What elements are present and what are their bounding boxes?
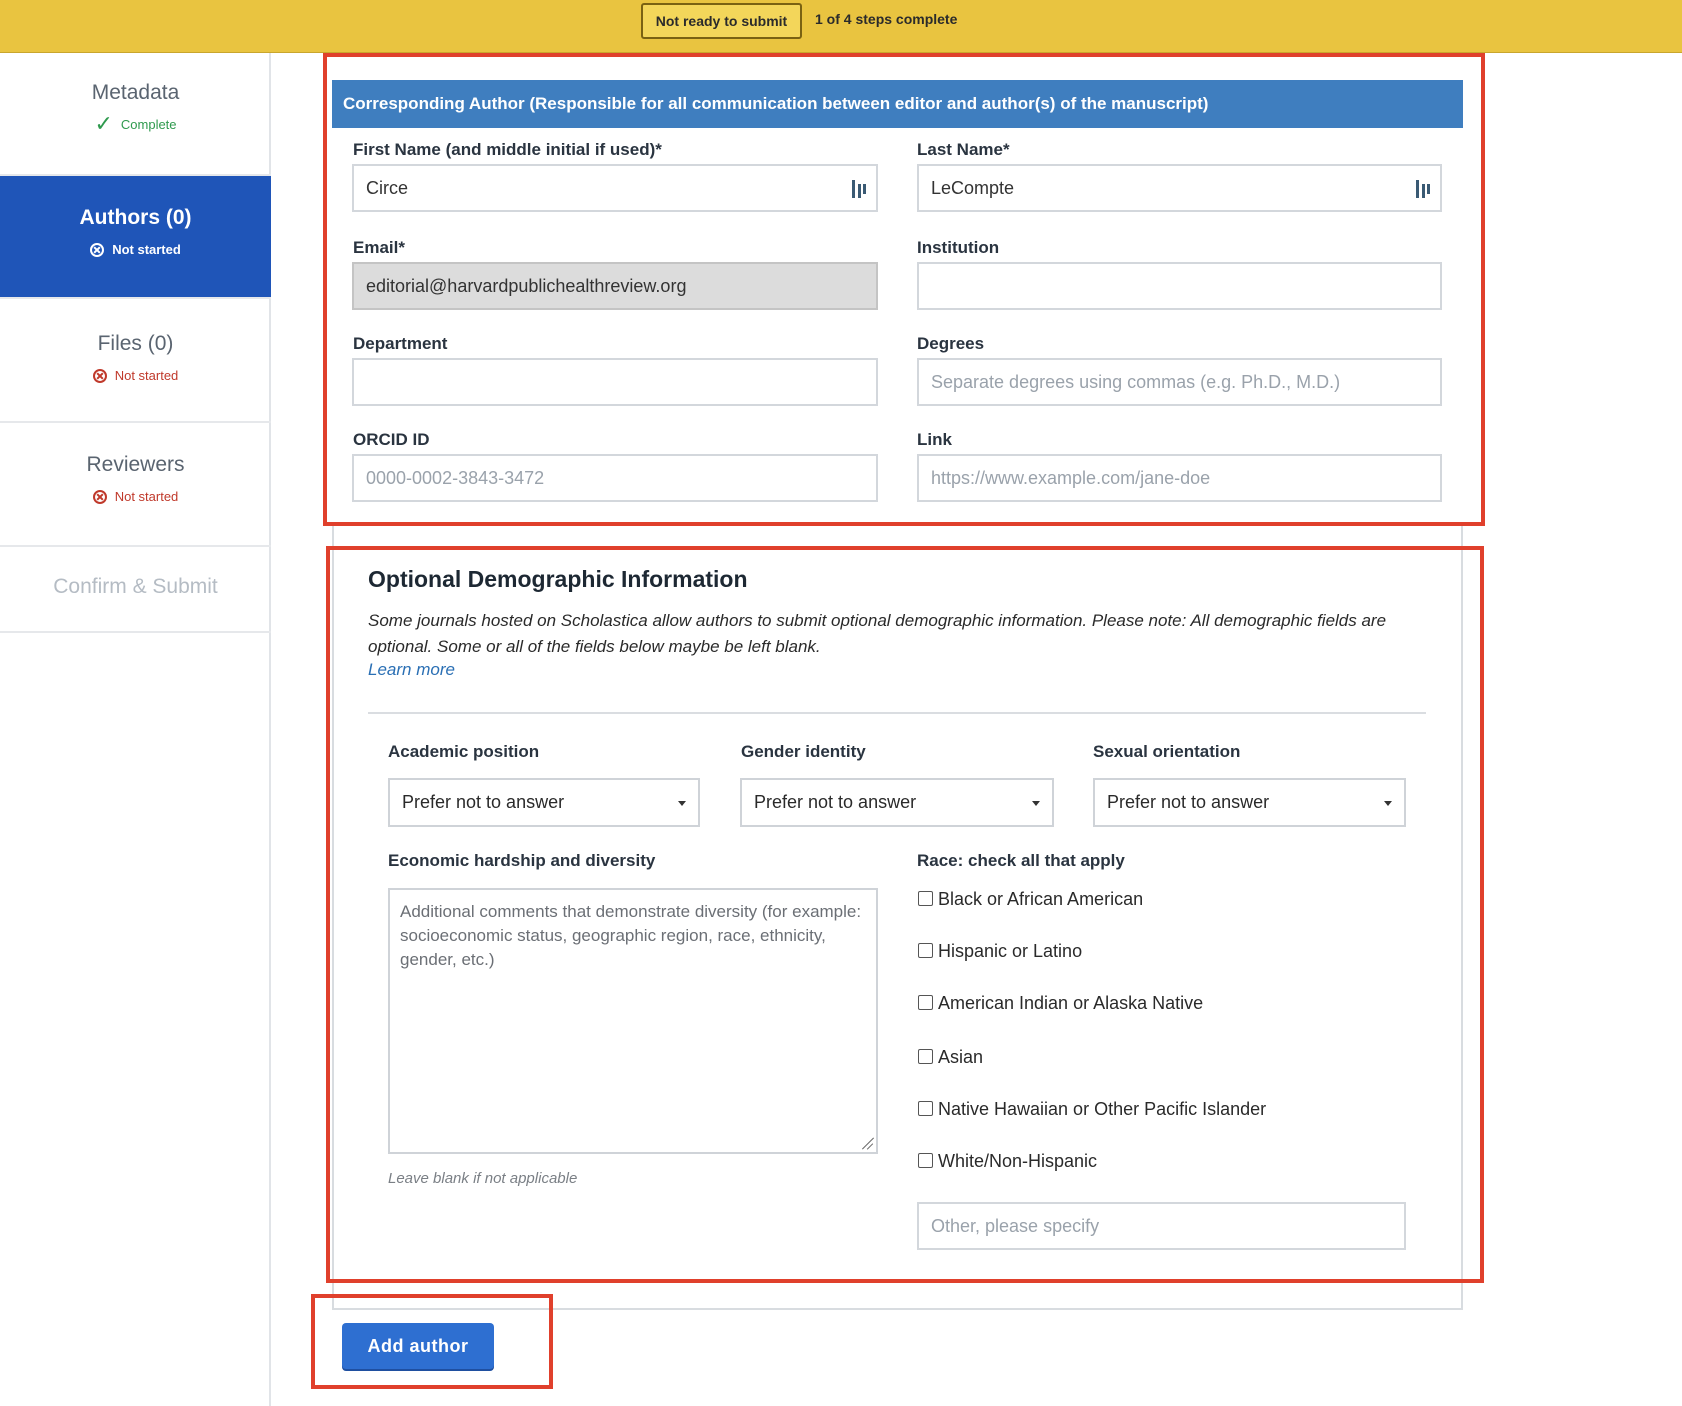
- sidebar-item-confirm-submit[interactable]: [0, 547, 271, 633]
- last-name-label: Last Name*: [917, 140, 1010, 159]
- economic-hardship-hint: Leave blank if not applicable: [388, 1170, 578, 1187]
- sidebar-item-authors[interactable]: [0, 176, 271, 299]
- textarea-placeholder: Additional comments that demonstrate diversity (for example: socioeconomic status, geographic region, race, ethnicity, gender, etc.): [400, 902, 862, 969]
- status-text: Not started: [112, 242, 181, 257]
- selected-value: Prefer not to answer: [754, 792, 917, 812]
- sidebar-nav: [0, 53, 271, 1406]
- first-name-label: First Name (and middle initial if used)*: [353, 140, 662, 159]
- sidebar-item-status: [0, 368, 271, 383]
- sidebar-item-label: Files (0): [97, 332, 174, 355]
- corresponding-author-header: Corresponding Author (Responsible for all communication between editor and author(s) of the manuscript): [332, 80, 1463, 128]
- highlight-box-demographics: [326, 546, 1484, 1283]
- checkbox-label: Black or African American: [938, 889, 1144, 909]
- sidebar-item-status: [0, 113, 271, 135]
- submit-status-badge: Not ready to submit: [641, 3, 802, 39]
- steps-progress-text: 1 of 4 steps complete: [815, 11, 958, 27]
- link-label: Link: [917, 430, 952, 449]
- add-author-button[interactable]: Add author: [342, 1323, 494, 1369]
- sidebar-item-status: [0, 242, 271, 257]
- gender-identity-label: Gender identity: [741, 742, 866, 761]
- status-bar: [0, 0, 1682, 53]
- economic-hardship-label: Economic hardship and diversity: [388, 851, 656, 870]
- status-text: Complete: [120, 116, 177, 132]
- sidebar-item-metadata[interactable]: [0, 53, 271, 176]
- highlight-box-author-fields: [323, 53, 1485, 526]
- x-circle-icon: [93, 369, 107, 383]
- checkbox-label: American Indian or Alaska Native: [938, 993, 1204, 1013]
- demographics-description: Some journals hosted on Scholastica allow authors to submit optional demographic information. Please note: All demographic fields are optional. Some or all of the fields below maybe be left blank.: [368, 611, 1387, 656]
- email-field[interactable]: editorial@harvardpublichealthreview.org: [352, 262, 878, 310]
- sidebar-item-label: Authors (0): [79, 206, 192, 229]
- sexual-orientation-label: Sexual orientation: [1093, 742, 1241, 761]
- sidebar-item-files[interactable]: [0, 299, 271, 423]
- sidebar-item-label: Reviewers: [86, 453, 185, 476]
- department-label: Department: [353, 334, 448, 353]
- checkbox-label: Hispanic or Latino: [938, 941, 1083, 961]
- selected-value: Prefer not to answer: [402, 792, 565, 812]
- sidebar-item-reviewers[interactable]: [0, 423, 271, 547]
- race-label: Race: check all that apply: [917, 851, 1125, 870]
- orcid-field[interactable]: 0000-0002-3843-3472: [352, 454, 878, 502]
- x-circle-icon: [90, 243, 104, 257]
- link-field[interactable]: https://www.example.com/jane-doe: [917, 454, 1442, 502]
- checkbox-label: Native Hawaiian or Other Pacific Islander: [938, 1099, 1267, 1119]
- demographics-title: Optional Demographic Information: [368, 566, 748, 592]
- degrees-field[interactable]: Separate degrees using commas (e.g. Ph.D., M.D.): [917, 358, 1442, 406]
- status-text: Not started: [114, 489, 179, 504]
- check-icon: ✓: [94, 111, 113, 136]
- email-label: Email*: [353, 238, 405, 257]
- x-circle-icon: [93, 490, 107, 504]
- learn-more-link[interactable]: Learn more: [368, 660, 455, 679]
- race-other-field[interactable]: Other, please specify: [917, 1202, 1406, 1250]
- checkbox-label: White/Non-Hispanic: [938, 1151, 1098, 1171]
- highlight-box-add-author: [311, 1294, 553, 1389]
- sidebar-item-label: Confirm & Submit: [53, 575, 218, 598]
- sidebar-item-label: Metadata: [91, 81, 180, 104]
- status-text: Not started: [114, 368, 179, 383]
- orcid-label: ORCID ID: [353, 430, 430, 449]
- selected-value: Prefer not to answer: [1107, 792, 1270, 812]
- academic-position-label: Academic position: [388, 742, 540, 761]
- institution-label: Institution: [917, 238, 1000, 257]
- last-name-value: LeCompte: [931, 177, 1015, 198]
- sidebar-item-status: [0, 489, 271, 504]
- degrees-label: Degrees: [917, 334, 985, 353]
- first-name-value: Circe: [366, 177, 409, 198]
- checkbox-label: Asian: [938, 1047, 984, 1067]
